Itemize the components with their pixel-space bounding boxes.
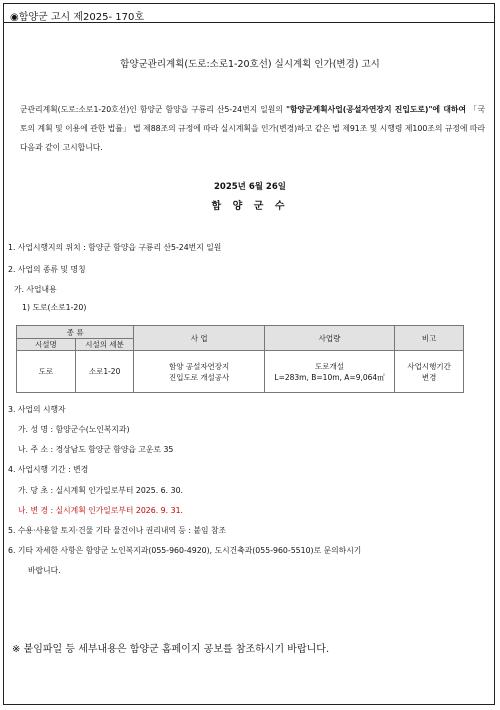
cell-project-line1: 함양 공설자연장지: [168, 361, 230, 371]
issuing-organization: 함 양 군 수: [211, 201, 289, 212]
th-project: 사 업: [134, 326, 264, 351]
project-table: [16, 325, 464, 393]
intro-paragraph: [20, 100, 485, 157]
header-divider: [4, 22, 494, 23]
th-type: 종 류: [17, 326, 134, 339]
item-1-location: 1. 사업시행지의 위치 : 함양군 함양읍 구룡리 산5-24번지 일원: [8, 243, 222, 252]
footer-note: ※ 붙임파일 등 세부내용은 함양군 홈페이지 공보를 참조하시기 바랍니다.: [12, 644, 330, 655]
item-3a-name: 가. 성 명 : 함양군수(노인복지과): [18, 425, 130, 434]
document-frame: [3, 3, 495, 705]
item-2a-content: 가. 사업내용: [14, 285, 57, 294]
cell-amount-line1: 도로개설: [315, 361, 345, 371]
table-row: [17, 351, 464, 393]
item-4b-changed: 나. 변 경 : 실시계획 인가일로부터 2026. 9. 31.: [18, 506, 184, 515]
cell-amount-line2: L=283m, B=10m, A=9,064㎡: [274, 372, 385, 382]
th-facility-detail: 시설의 세분: [75, 339, 134, 351]
notice-date: 2025년 6월 26일: [214, 182, 286, 192]
cell-note: [395, 351, 464, 393]
item-3b-address: 나. 주 소 : 경상남도 함양군 함양읍 고운로 35: [18, 445, 174, 454]
cell-facility-name: 도로: [17, 351, 76, 393]
cell-project-line2: 진입도로 개설공사: [168, 372, 230, 382]
notice-number: ◉함양군 고시 제2025- 170호: [10, 12, 145, 23]
cell-facility-detail: 소로1-20: [75, 351, 134, 393]
item-4a-original: 가. 당 초 : 실시계획 인가일로부터 2025. 6. 30.: [18, 486, 184, 495]
th-facility-name: 시설명: [17, 339, 76, 351]
cell-note-line2: 변경: [421, 372, 437, 382]
intro-bold: "함양군계획사업(공설자연장지 진입도로)"에 대하여: [285, 105, 466, 114]
intro-text-1: 군관리계획(도로:소로1-20호선)인 함양군 함양읍 구룡리 산5-24번지 일원의: [20, 105, 286, 114]
cell-project: [134, 351, 264, 393]
item-2a1-road: 1) 도로(소로1-20): [22, 303, 87, 312]
item-5-expropriation: 5. 수용·사용할 토지·건물 기타 물건이나 권리내역 등 : 붙임 참조: [8, 526, 227, 535]
item-6-inquiry-cont: 바랍니다.: [28, 566, 61, 575]
th-note: 비고: [395, 326, 464, 351]
item-3-operator: 3. 사업의 시행자: [8, 405, 66, 414]
cell-amount: [264, 351, 394, 393]
document-title: 함양군관리계획(도로:소로1-20호선) 실시계획 인가(변경) 고시: [120, 59, 380, 70]
cell-note-line1: 사업시행기간: [407, 361, 451, 371]
item-4-period: 4. 사업시행 기간 : 변경: [8, 465, 89, 474]
item-2-type: 2. 사업의 종류 및 명칭: [8, 265, 86, 274]
item-6-inquiry: 6. 기타 자세한 사항은 함양군 노인복지과(055-960-4920), 도시건축과(055-960-5510)로 문의하시기: [8, 546, 362, 555]
intro-text-2: 「국토의 계획 및 이용에 관한 법률」 법 제88조의 규정에 따라 실시계획을 인가(변경)하고 같은 법 제91조 및 시행령 제100조의 규정에 따라 다음과 같이 고시합니다.: [20, 105, 485, 152]
th-amount: 사업량: [264, 326, 394, 351]
